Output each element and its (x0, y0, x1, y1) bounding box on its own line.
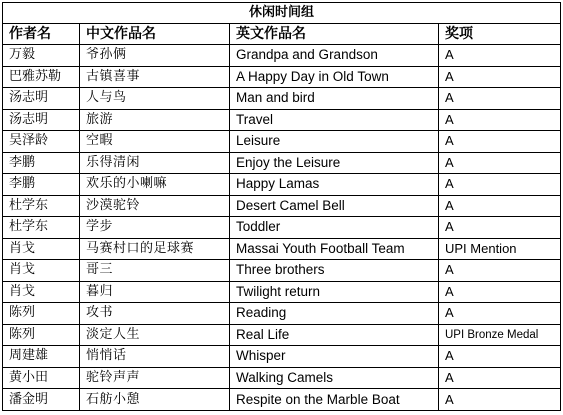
award-cell: A (439, 217, 561, 239)
table-row (3, 109, 561, 131)
cn-title-cell: 沙漠驼铃 (80, 195, 230, 217)
table-title: 休闲时间组 (3, 3, 561, 24)
table-row (3, 45, 561, 67)
cn-title-cell: 悄悄话 (80, 346, 230, 368)
cn-title-cell: 爷孙俩 (80, 45, 230, 67)
author-cell: 吴泽龄 (3, 131, 80, 153)
table-row (3, 303, 561, 325)
author-cell: 万毅 (3, 45, 80, 67)
award-cell: A (439, 66, 561, 88)
award-cell: A (439, 152, 561, 174)
en-title-cell: Whisper (230, 346, 439, 368)
cn-title-cell: 淡定人生 (80, 324, 230, 346)
table-row (3, 324, 561, 346)
cn-title-cell: 古镇喜事 (80, 66, 230, 88)
table-row (3, 66, 561, 88)
author-cell: 陈列 (3, 303, 80, 325)
cn-title-cell: 乐得清闲 (80, 152, 230, 174)
award-cell: A (439, 174, 561, 196)
header-award: 奖项 (439, 24, 561, 45)
author-cell: 潘金明 (3, 389, 80, 411)
author-cell: 肖戈 (3, 238, 80, 260)
en-title-cell: Enjoy the Leisure (230, 152, 439, 174)
en-title-cell: Desert Camel Bell (230, 195, 439, 217)
en-title-cell: Travel (230, 109, 439, 131)
author-cell: 肖戈 (3, 281, 80, 303)
award-cell: A (439, 346, 561, 368)
author-cell: 周建雄 (3, 346, 80, 368)
en-title-cell: Toddler (230, 217, 439, 239)
cn-title-cell: 空暇 (80, 131, 230, 153)
cn-title-cell: 驼铃声声 (80, 367, 230, 389)
award-cell: A (439, 367, 561, 389)
author-cell: 汤志明 (3, 109, 80, 131)
en-title-cell: Grandpa and Grandson (230, 45, 439, 67)
award-cell: A (439, 260, 561, 282)
award-cell: A (439, 281, 561, 303)
table-row (3, 88, 561, 110)
award-cell: A (439, 131, 561, 153)
table-row (3, 367, 561, 389)
table-row (3, 389, 561, 411)
table-body (3, 45, 561, 411)
cn-title-cell: 马赛村口的足球赛 (80, 238, 230, 260)
header-en-title: 英文作品名 (230, 24, 439, 45)
cn-title-cell: 哥三 (80, 260, 230, 282)
en-title-cell: Real Life (230, 324, 439, 346)
table-row (3, 174, 561, 196)
author-cell: 汤志明 (3, 88, 80, 110)
award-cell: A (439, 109, 561, 131)
en-title-cell: Man and bird (230, 88, 439, 110)
author-cell: 黄小田 (3, 367, 80, 389)
table-row (3, 281, 561, 303)
en-title-cell: Respite on the Marble Boat (230, 389, 439, 411)
en-title-cell: Reading (230, 303, 439, 325)
table-row (3, 238, 561, 260)
en-title-cell: Twilight return (230, 281, 439, 303)
en-title-cell: A Happy Day in Old Town (230, 66, 439, 88)
cn-title-cell: 石舫小憩 (80, 389, 230, 411)
award-cell: A (439, 303, 561, 325)
author-cell: 陈列 (3, 324, 80, 346)
cn-title-cell: 暮归 (80, 281, 230, 303)
award-cell: UPI Bronze Medal (439, 324, 561, 346)
en-title-cell: Walking Camels (230, 367, 439, 389)
title-row (3, 3, 561, 24)
award-cell: A (439, 195, 561, 217)
author-cell: 李鹏 (3, 174, 80, 196)
header-row (3, 24, 561, 45)
en-title-cell: Three brothers (230, 260, 439, 282)
cn-title-cell: 旅游 (80, 109, 230, 131)
table-row (3, 217, 561, 239)
cn-title-cell: 欢乐的小喇嘛 (80, 174, 230, 196)
header-author: 作者名 (3, 24, 80, 45)
table-row (3, 195, 561, 217)
en-title-cell: Massai Youth Football Team (230, 238, 439, 260)
en-title-cell: Leisure (230, 131, 439, 153)
author-cell: 肖戈 (3, 260, 80, 282)
award-cell: A (439, 88, 561, 110)
en-title-cell: Happy Lamas (230, 174, 439, 196)
award-cell: A (439, 45, 561, 67)
header-cn-title: 中文作品名 (80, 24, 230, 45)
cn-title-cell: 学步 (80, 217, 230, 239)
award-cell: A (439, 389, 561, 411)
award-table (2, 2, 561, 411)
table-row (3, 152, 561, 174)
table-row (3, 346, 561, 368)
award-cell: UPI Mention (439, 238, 561, 260)
cn-title-cell: 人与鸟 (80, 88, 230, 110)
author-cell: 杜学东 (3, 217, 80, 239)
table-row (3, 260, 561, 282)
table-row (3, 131, 561, 153)
author-cell: 杜学东 (3, 195, 80, 217)
cn-title-cell: 攻书 (80, 303, 230, 325)
author-cell: 巴雅苏勒 (3, 66, 80, 88)
author-cell: 李鹏 (3, 152, 80, 174)
